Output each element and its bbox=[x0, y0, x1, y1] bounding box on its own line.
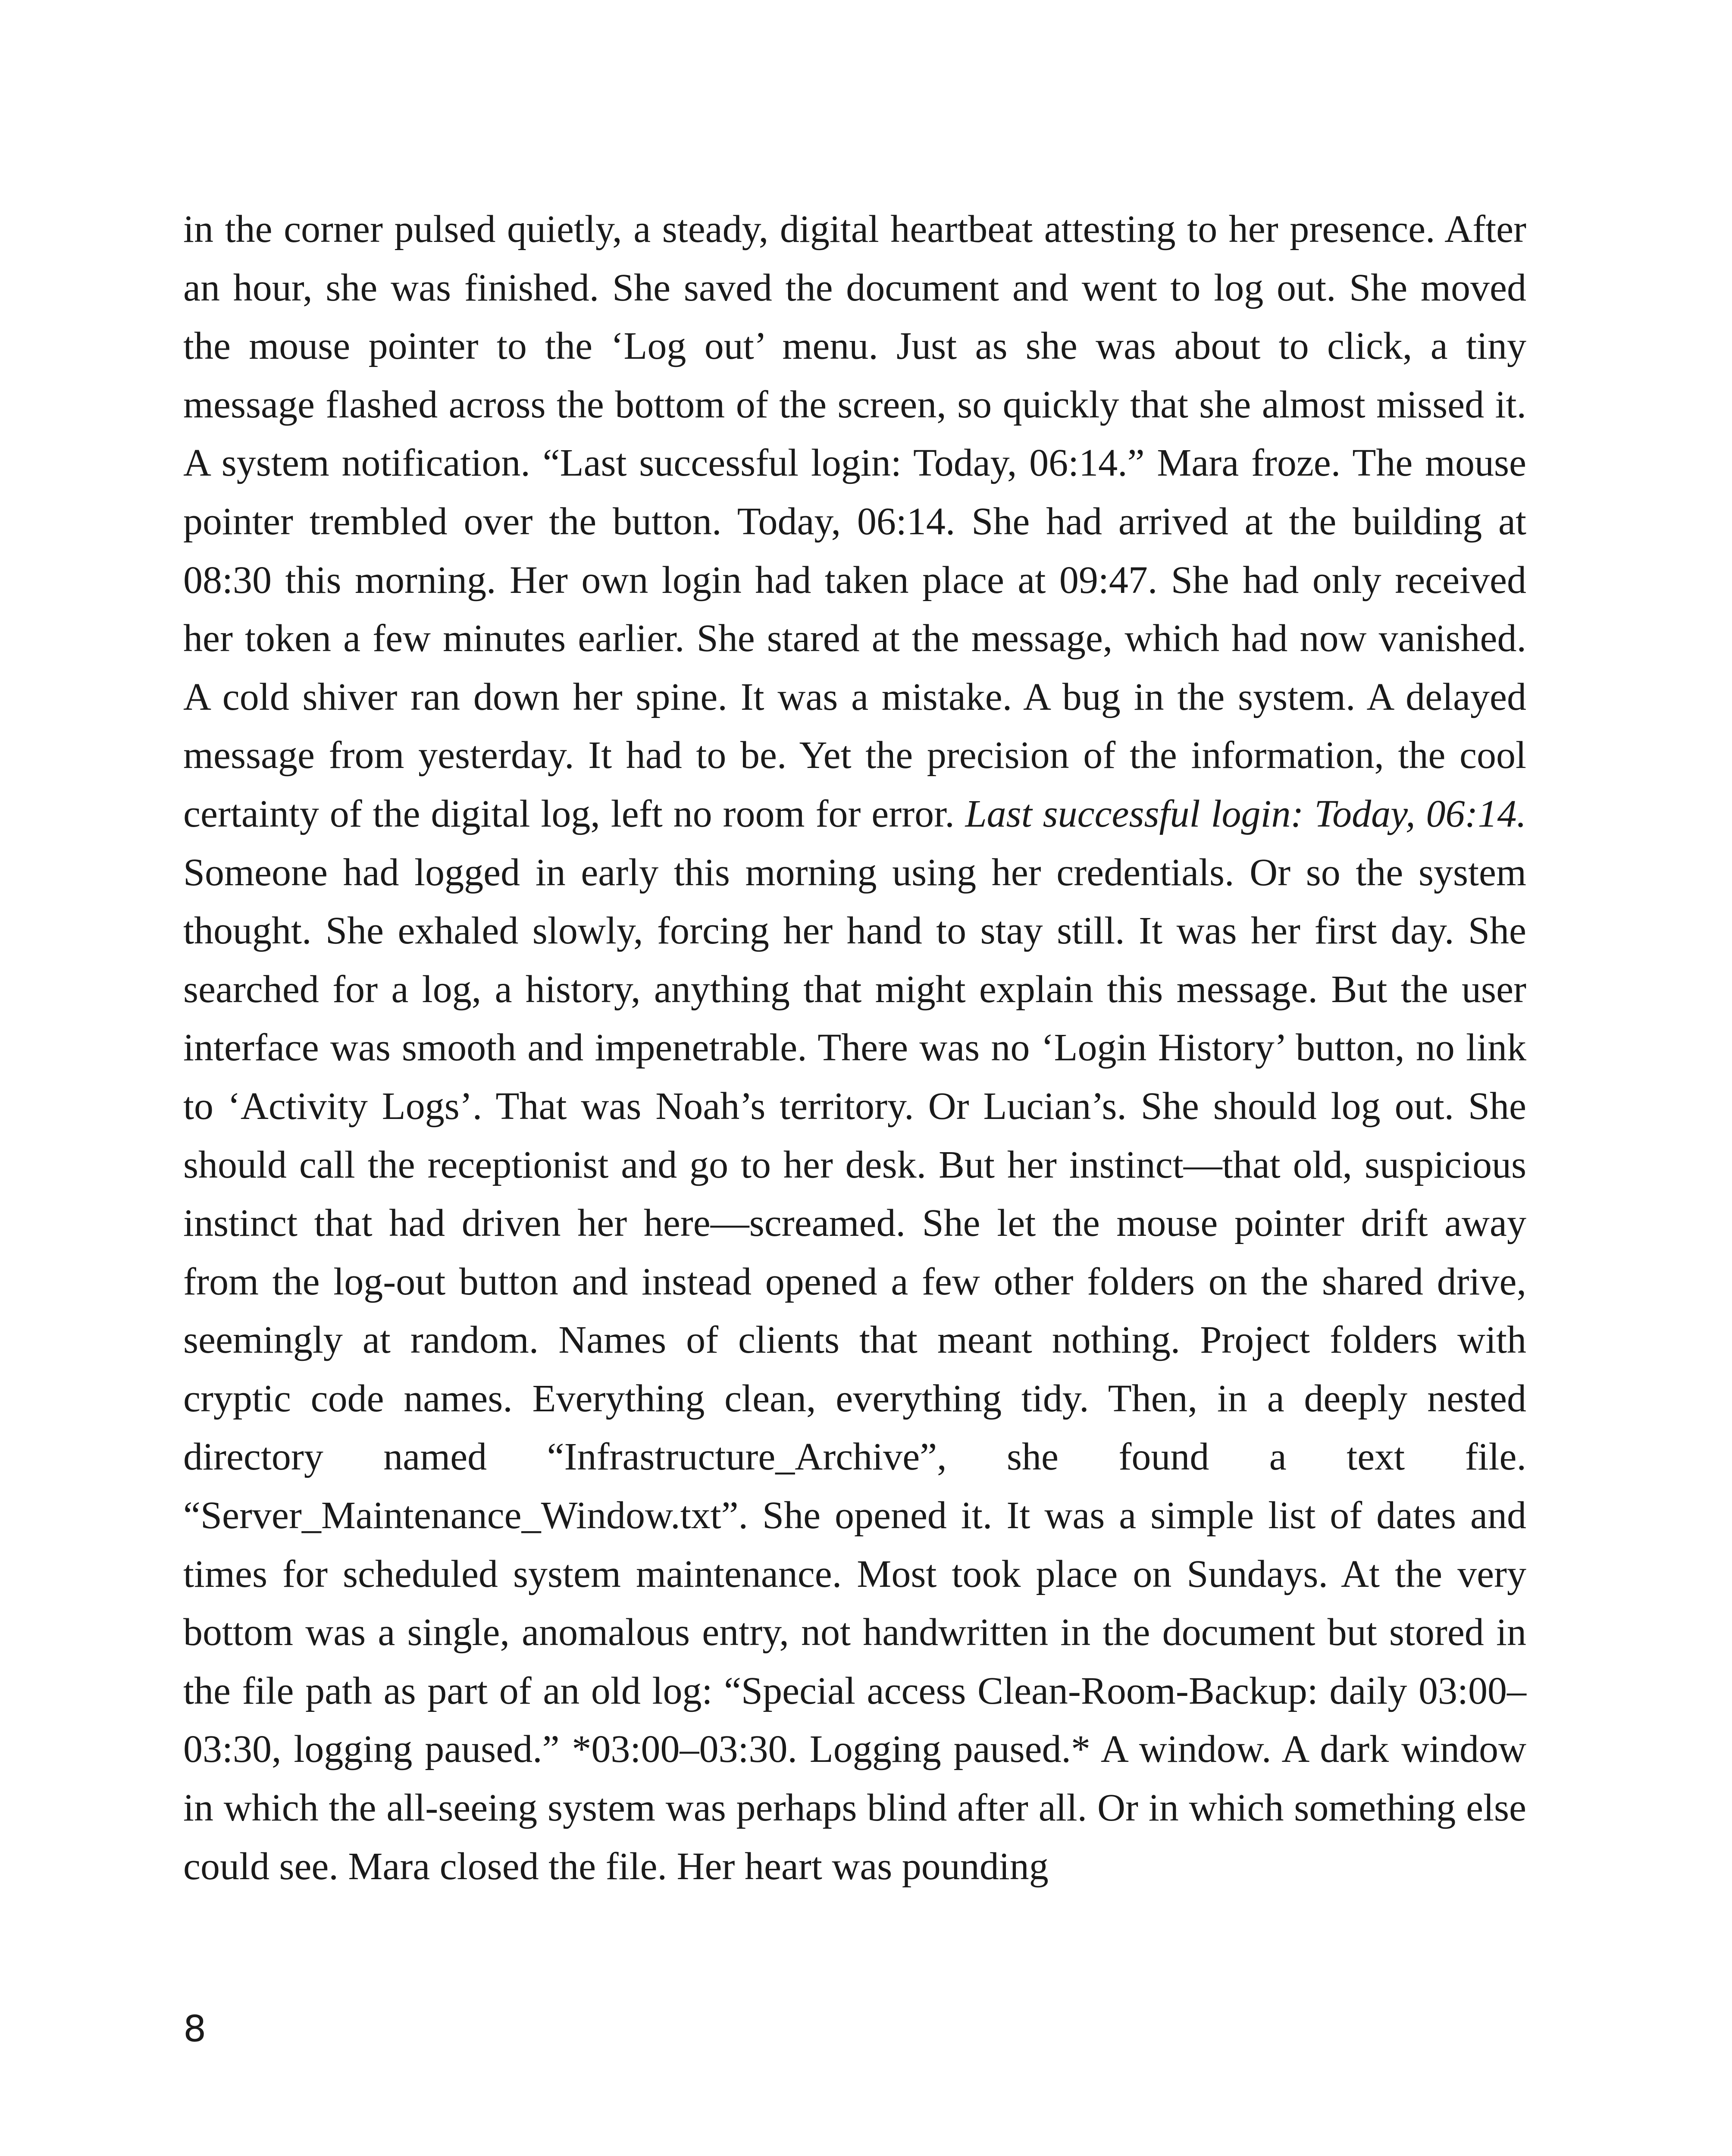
body-text-italic-quote: Last successful login: Today, 06:14. bbox=[965, 792, 1527, 835]
page-number: 8 bbox=[183, 2008, 207, 2050]
body-paragraph bbox=[183, 200, 1526, 1896]
body-text-segment-2: Someone had logged in early this morning using her credentials. Or so the system thought. She exhaled slowly, forcing her hand to stay still. It was her first day. She searched for a log, a history, anything that might explain this message. But the user interface was smooth and impenetrable. There was no ‘Login History’ button, no link to ‘Activity Logs’. That was Noah’s territory. Or Lucian’s. She should log out. She should call the receptionist and go to her desk. But her instinct—that old, suspicious instinct that had driven her here—screamed. She let the mouse pointer drift away from the log-out button and instead opened a few other folders on the shared drive, seemingly at random. Names of clients that meant nothing. Project folders with cryptic code names. Everything clean, everything tidy. Then, in a deeply nested directory named “Infrastructure_Archive”, she found a text file. “Server_Maintenance_Window.txt”. She opened it. It was a simple list of dates and times for scheduled system maintenance. Most took place on Sundays. At the very bottom was a single, anomalous entry, not handwritten in the document but stored in the file path as part of an old log: “Special access Clean-Room-Backup: daily 03:00–03:30, logging paused.” *03:00–03:30. Logging paused.* A window. A dark window in which the all-seeing system was perhaps blind after all. Or in which something else could see. Mara closed the file. Her heart was pounding bbox=[183, 851, 1526, 1888]
body-text-segment-1: in the corner pulsed quietly, a steady, digital heartbeat attesting to her presence. After an hour, she was finished. She saved the document and went to log out. She moved the mouse pointer to the ‘Log out’ menu. Just as she was about to click, a tiny message flashed across the bottom of the screen, so quickly that she almost missed it. A system notification. “Last successful login: Today, 06:14.” Mara froze. The mouse pointer trembled over the button. Today, 06:14. She had arrived at the building at 08:30 this morning. Her own login had taken place at 09:47. She had only received her token a few minutes earlier. She stared at the message, which had now vanished. A cold shiver ran down her spine. It was a mistake. A bug in the system. A delayed message from yesterday. It had to be. Yet the precision of the information, the cool certainty of the digital log, left no room for error. bbox=[183, 208, 1526, 835]
